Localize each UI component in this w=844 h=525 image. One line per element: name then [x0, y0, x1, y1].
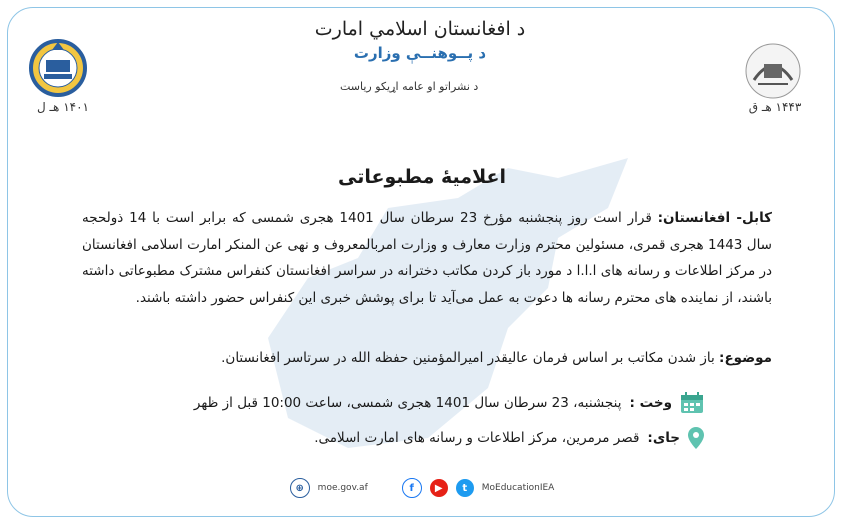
youtube-icon[interactable]: ▶ [430, 479, 448, 497]
place-line [314, 427, 704, 449]
directorate-name: د نشراتو او عامه اړیکو ریاست [340, 80, 479, 93]
website-link[interactable]: moe.gov.af [317, 483, 368, 493]
body-paragraph [82, 205, 772, 311]
facebook-icon[interactable]: f [402, 478, 422, 498]
solar-date: ۱۴۰۱ هـ ل [37, 100, 89, 114]
footer [0, 478, 844, 498]
page-title: اعلامیهٔ مطبوعاتی [338, 166, 506, 188]
subject-text: باز شدن مکاتب بر اساس فرمان عالیقدر امیرالمؤمنین حفظه الله در سرتاسر افغانستان. [221, 350, 715, 366]
time-line [194, 392, 704, 414]
header-center [300, 18, 540, 62]
emirate-emblem-icon [744, 42, 802, 100]
subject-line [82, 350, 772, 366]
ministry-name: د پــوهنــې وزارت [353, 44, 487, 62]
body-lead: کابل- افغانستان: [657, 210, 772, 226]
location-pin-icon [688, 427, 704, 449]
subject-label: موضوع: [719, 350, 772, 366]
body-text: قرار است روز پنجشنبه مؤرخ 23 سرطان سال 1401 هجری شمسی که برابر است با 14 ذولحجه سال 1443 هجری قمری، مسئولین محترم وزارت معارف و وزارت امربالمعروف و نهی عن المنکر امارت اسلامی افغانستان در مرکز اطلاعات و رسانه های ا.ا.ا د مورد باز کردن مکاتب دخترانه در سراسر افغانستان کنفراس مشترک مطبوعاتی داشته باشند، از نماینده های محترم رسانه ها دعوت به عمل می‌آید تا برای پوشش خبری این کنفراس حضور داشته باشند. [82, 210, 772, 306]
time-text: پنجشنبه، 23 سرطان سال 1401 هجری شمسی، ساعت 10:00 قبل از ظهر [193, 395, 622, 411]
twitter-icon[interactable]: t [456, 479, 474, 497]
emirate-calligraphy: د افغانستان اسلامي امارت [314, 18, 526, 40]
social-handle[interactable]: MoEducationIEA [481, 483, 555, 493]
globe-icon[interactable]: ⊕ [290, 478, 310, 498]
ministry-of-education-logo-icon [22, 38, 94, 98]
lunar-date: ۱۴۴۳ هـ ق [748, 100, 802, 114]
place-label: جای: [647, 430, 680, 446]
calendar-icon [680, 392, 704, 414]
place-text: قصر مرمرین، مرکز اطلاعات و رسانه های امارت اسلامی. [314, 430, 640, 446]
time-label: وخت : [629, 395, 672, 411]
